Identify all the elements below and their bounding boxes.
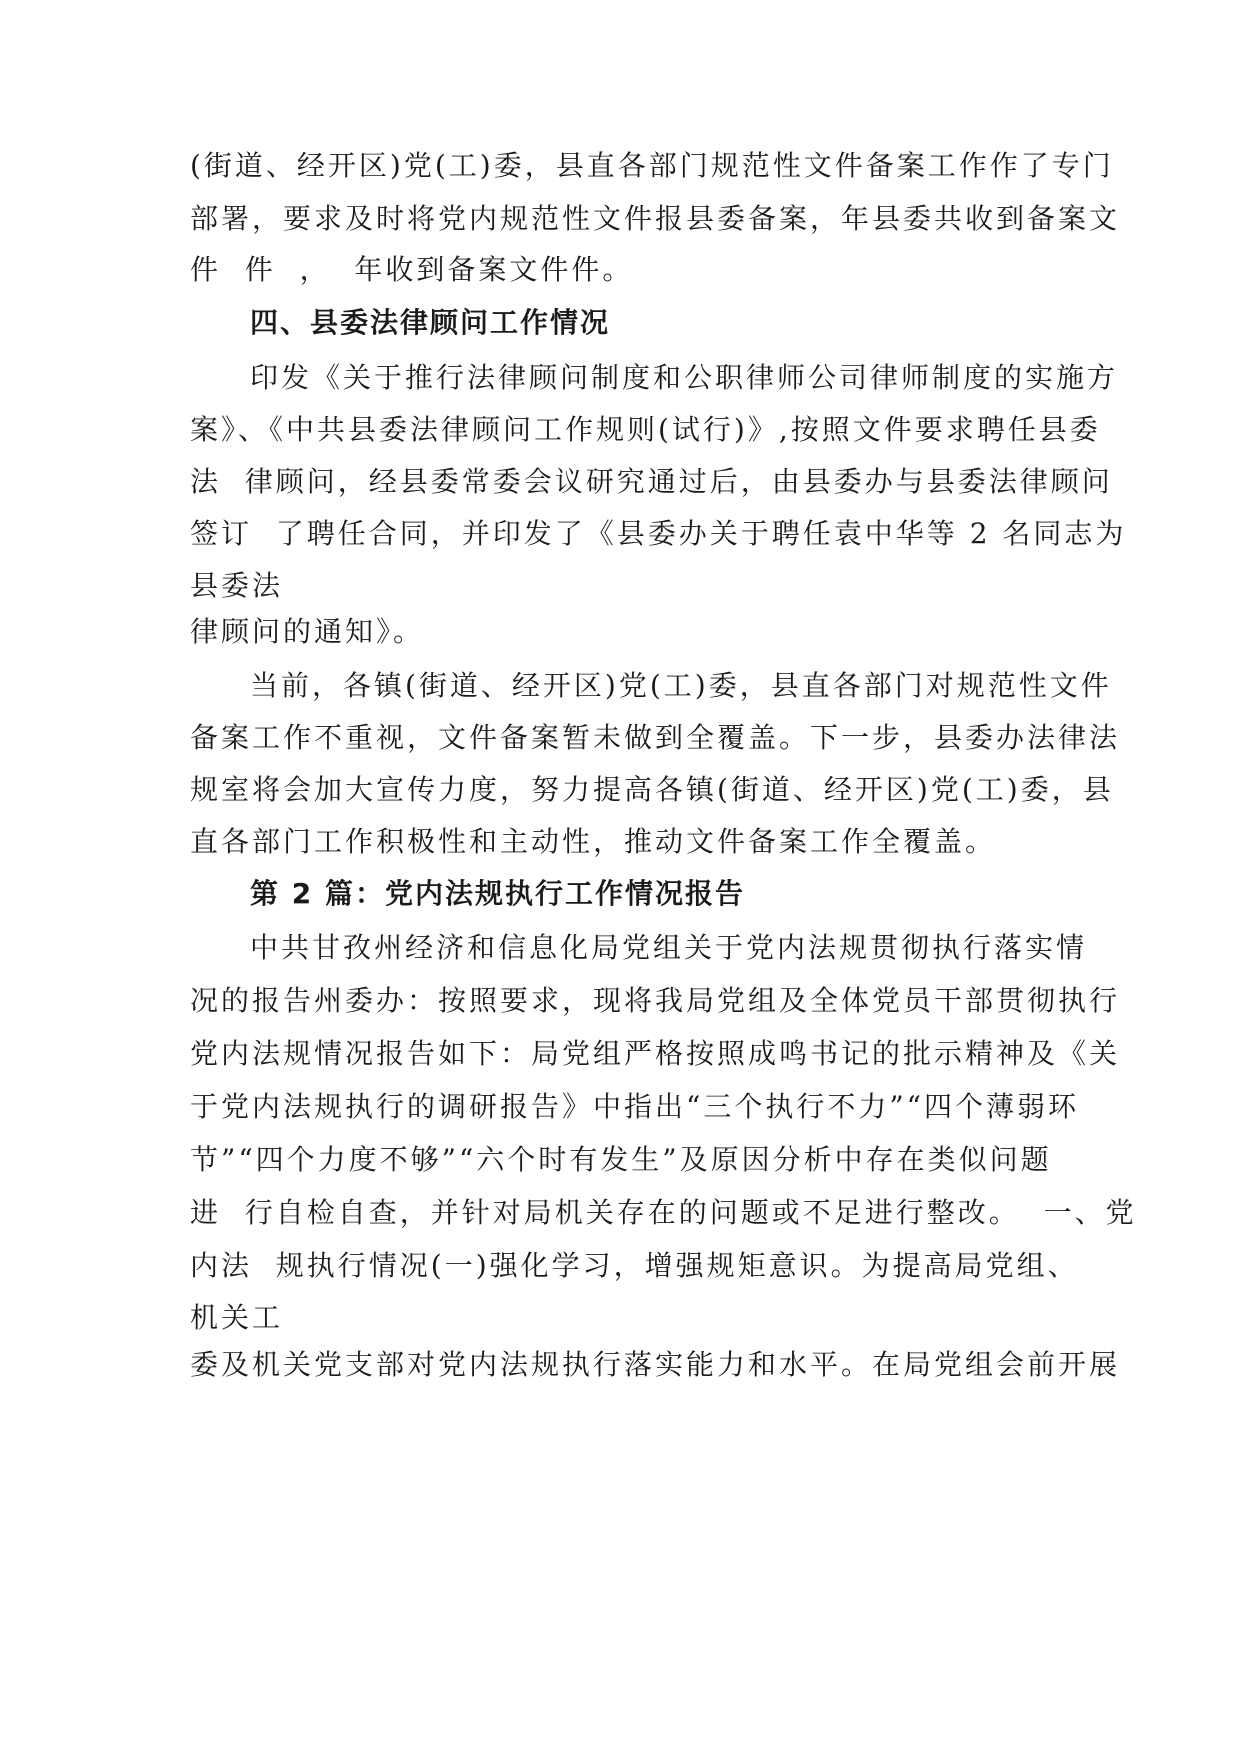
paragraph-line: 况的报告州委办：按照要求，现将我局党组及全体党员干部贯彻执行 <box>190 984 1121 1017</box>
paragraph-line: 律顾问的通知》。 <box>190 615 425 648</box>
paragraph-line: 中共甘孜州经济和信息化局党组关于党内法规贯彻执行落实情 <box>250 931 1088 964</box>
paragraph-line: 件 件 ， 年收到备案文件件。 <box>190 253 634 286</box>
paragraph-line: 于党内法规执行的调研报告》中指出“三个执行不力”“四个薄弱环 <box>190 1090 1079 1123</box>
paragraph-line: 当前，各镇(街道、经开区)党(工)委，县直各部门对规范性文件 <box>250 669 1112 702</box>
paragraph-line: 节”“四个力度不够”“六个时有发生”及原因分析中存在类似问题 <box>190 1143 1052 1176</box>
paragraph-line: 党内法规情况报告如下：局党组严格按照成鸣书记的批示精神及《关 <box>190 1037 1121 1070</box>
paragraph-line: 机关工 <box>190 1301 284 1334</box>
paragraph-line: 法 律顾问，经县委常委会议研究通过后，由县委办与县委法律顾问 <box>190 465 1113 498</box>
paragraph-line: 备案工作不重视，文件备案暂未做到全覆盖。下一步，县委办法律法 <box>190 721 1121 754</box>
article-heading: 第 2 篇：党内法规执行工作情况报告 <box>250 877 745 910</box>
paragraph-line: 县委法 <box>190 569 284 602</box>
paragraph-line: 案》、《中共县委法律顾问工作规则(试行)》,按照文件要求聘任县委 <box>190 413 1101 446</box>
paragraph-line: 签订 了聘任合同，并印发了《县委办关于聘任袁中华等 2 名同志为 <box>190 517 1127 550</box>
paragraph-line: 内法 规执行情况(一)强化学习，增强规矩意识。为提高局党组、 <box>190 1249 1079 1282</box>
paragraph-line: 规室将会加大宣传力度，努力提高各镇(街道、经开区)党(工)委，县 <box>190 773 1114 806</box>
section-heading: 四、县委法律顾问工作情况 <box>250 306 611 339</box>
paragraph-line: 委及机关党支部对党内法规执行落实能力和水平。在局党组会前开展 <box>190 1348 1121 1381</box>
paragraph-line: 印发《关于推行法律顾问制度和公职律师公司律师制度的实施方 <box>250 361 1119 394</box>
paragraph-line: 直各部门工作积极性和主动性，推动文件备案工作全覆盖。 <box>190 825 997 858</box>
paragraph-line: (街道、经开区)党(工)委，县直各部门规范性文件备案工作作了专门 <box>190 149 1114 182</box>
paragraph-line: 部署，要求及时将党内规范性文件报县委备案，年县委共收到备案文 <box>190 202 1121 235</box>
paragraph-line: 进 行自检自查，并针对局机关存在的问题或不足进行整改。 一、党 <box>190 1196 1137 1229</box>
